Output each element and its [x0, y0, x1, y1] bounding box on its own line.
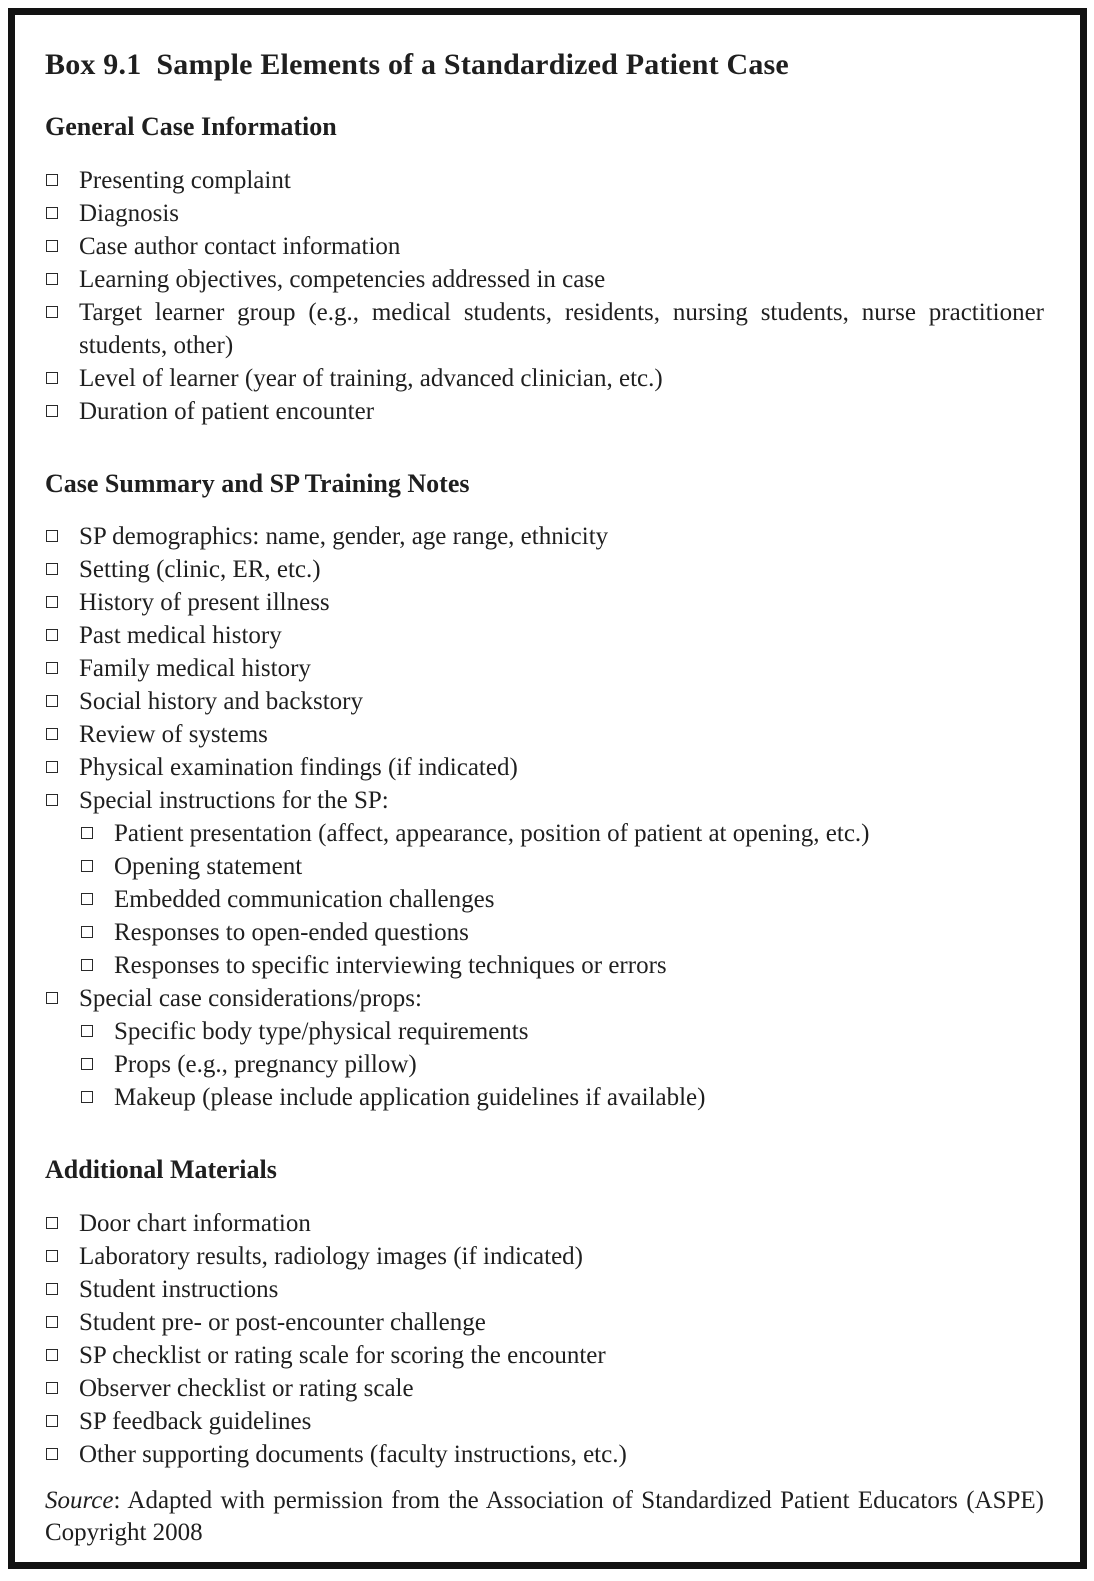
checkbox-icon	[81, 1091, 93, 1103]
item-label: Review of systems	[79, 721, 268, 748]
checklist-item	[45, 1306, 1044, 1339]
checklist-item	[80, 1081, 1044, 1114]
item-label: Opening statement	[114, 853, 303, 880]
item-label: Past medical history	[79, 622, 282, 649]
checklist-item	[80, 850, 1044, 883]
checklist-item	[45, 619, 1044, 652]
checklist-item	[45, 296, 1044, 362]
section	[45, 1154, 1044, 1471]
checklist-item	[45, 1405, 1044, 1438]
item-label: Case author contact information	[79, 232, 401, 260]
checkbox-icon	[46, 1415, 58, 1427]
checkbox-icon	[46, 794, 58, 806]
item-label: Learning objectives, competencies addressed in case	[79, 265, 606, 293]
checkbox-icon	[46, 728, 58, 740]
item-label: Physical examination findings (if indicated)	[79, 754, 518, 781]
checkbox-icon	[81, 959, 93, 971]
checklist-item	[45, 1339, 1044, 1372]
section	[45, 468, 1044, 1115]
checklist	[45, 520, 1044, 1114]
item-label: Specific body type/physical requirements	[114, 1018, 529, 1045]
checklist-item	[45, 395, 1044, 428]
section-heading: General Case Information	[45, 112, 337, 141]
item-label: Makeup (please include application guidelines if available)	[114, 1084, 706, 1111]
checklist-item	[45, 652, 1044, 685]
source-line	[45, 1485, 1044, 1517]
checkbox-icon	[46, 372, 58, 384]
box-sections	[45, 111, 1044, 1471]
item-label: Setting (clinic, ER, etc.)	[79, 556, 321, 583]
checkbox-icon	[46, 240, 58, 252]
box-title	[45, 47, 1044, 83]
checkbox-icon	[46, 1217, 58, 1229]
checkbox-icon	[46, 563, 58, 575]
checklist	[45, 164, 1044, 428]
source-label: Source	[45, 1486, 114, 1514]
checklist-item	[45, 362, 1044, 395]
checklist-item	[45, 553, 1044, 586]
item-label: Diagnosis	[79, 199, 179, 227]
copyright-line: Copyright 2008	[45, 1518, 203, 1546]
item-label: Special instructions for the SP:	[79, 787, 389, 814]
checklist-item	[45, 164, 1044, 197]
checkbox-icon	[46, 306, 58, 318]
checklist-item	[45, 982, 1044, 1015]
checklist-item	[45, 520, 1044, 553]
checkbox-icon	[81, 860, 93, 872]
item-label: Duration of patient encounter	[79, 397, 375, 425]
checkbox-icon	[46, 695, 58, 707]
checkbox-icon	[46, 992, 58, 1004]
item-label: SP checklist or rating scale for scoring the encounter	[79, 1341, 606, 1369]
item-label: Level of learner (year of training, advanced clinician, etc.)	[79, 364, 663, 392]
source-text: : Adapted with permission from the Association of Standardized Patient Educators (ASPE)	[113, 1486, 1044, 1514]
checklist-item	[45, 1372, 1044, 1405]
item-label: Observer checklist or rating scale	[79, 1374, 414, 1402]
checkbox-icon	[46, 1448, 58, 1460]
checkbox-icon	[46, 629, 58, 641]
item-label: Props (e.g., pregnancy pillow)	[114, 1051, 417, 1078]
checklist-item	[80, 817, 1044, 850]
checkbox-icon	[81, 1058, 93, 1070]
box-number: Box 9.1	[45, 48, 142, 81]
item-label: Door chart information	[79, 1209, 311, 1237]
source-note	[45, 1485, 1044, 1549]
item-label: Presenting complaint	[79, 166, 291, 194]
checklist-item	[45, 751, 1044, 784]
item-label: History of present illness	[79, 589, 330, 616]
item-label: Social history and backstory	[79, 688, 363, 715]
checkbox-icon	[46, 596, 58, 608]
box-title-text: Sample Elements of a Standardized Patient Case	[156, 48, 789, 81]
checklist-item	[80, 883, 1044, 916]
item-label: Family medical history	[79, 655, 311, 682]
item-label: Other supporting documents (faculty instructions, etc.)	[79, 1440, 627, 1468]
checklist-item	[45, 1438, 1044, 1471]
checklist-item	[80, 1015, 1044, 1048]
checkbox-icon	[46, 405, 58, 417]
checklist-item	[45, 784, 1044, 817]
item-label: Responses to open-ended questions	[114, 919, 469, 946]
checklist-item	[80, 1048, 1044, 1081]
checkbox-icon	[46, 273, 58, 285]
checkbox-icon	[46, 1349, 58, 1361]
checklist-item	[45, 685, 1044, 718]
item-label: Student instructions	[79, 1275, 279, 1303]
item-label: Responses to specific interviewing techniques or errors	[114, 952, 667, 979]
checkbox-icon	[46, 1250, 58, 1262]
item-label: Special case considerations/props:	[79, 985, 422, 1012]
checklist-item	[45, 197, 1044, 230]
checklist-item	[80, 916, 1044, 949]
checkbox-icon	[81, 893, 93, 905]
checkbox-icon	[46, 1316, 58, 1328]
checkbox-icon	[81, 827, 93, 839]
section	[45, 111, 1044, 428]
section-heading: Case Summary and SP Training Notes	[45, 468, 470, 498]
checklist-item	[80, 949, 1044, 982]
checkbox-icon	[46, 1382, 58, 1394]
checkbox-icon	[46, 207, 58, 219]
content-box	[8, 8, 1087, 1569]
checkbox-icon	[46, 662, 58, 674]
item-label: Target learner group (e.g., medical students, residents, nursing students, nurse practitioner students, other)	[79, 298, 1044, 359]
checklist-item	[45, 1240, 1044, 1273]
checklist-item	[45, 263, 1044, 296]
checklist-item	[45, 230, 1044, 263]
checklist-item	[45, 1207, 1044, 1240]
item-label: Laboratory results, radiology images (if indicated)	[79, 1242, 584, 1270]
item-label: Embedded communication challenges	[114, 886, 495, 913]
item-label: SP demographics: name, gender, age range, ethnicity	[79, 523, 609, 550]
checklist-item	[45, 718, 1044, 751]
checkbox-icon	[46, 530, 58, 542]
item-label: SP feedback guidelines	[79, 1407, 312, 1435]
checkbox-icon	[81, 1025, 93, 1037]
checklist-item	[45, 1273, 1044, 1306]
checklist	[45, 1207, 1044, 1471]
section-heading: Additional Materials	[45, 1155, 277, 1184]
checkbox-icon	[46, 1283, 58, 1295]
item-label: Patient presentation (affect, appearance, position of patient at opening, etc.)	[114, 820, 870, 847]
checkbox-icon	[81, 926, 93, 938]
item-label: Student pre- or post-encounter challenge	[79, 1308, 486, 1336]
checklist-item	[45, 586, 1044, 619]
checkbox-icon	[46, 761, 58, 773]
checkbox-icon	[46, 174, 58, 186]
